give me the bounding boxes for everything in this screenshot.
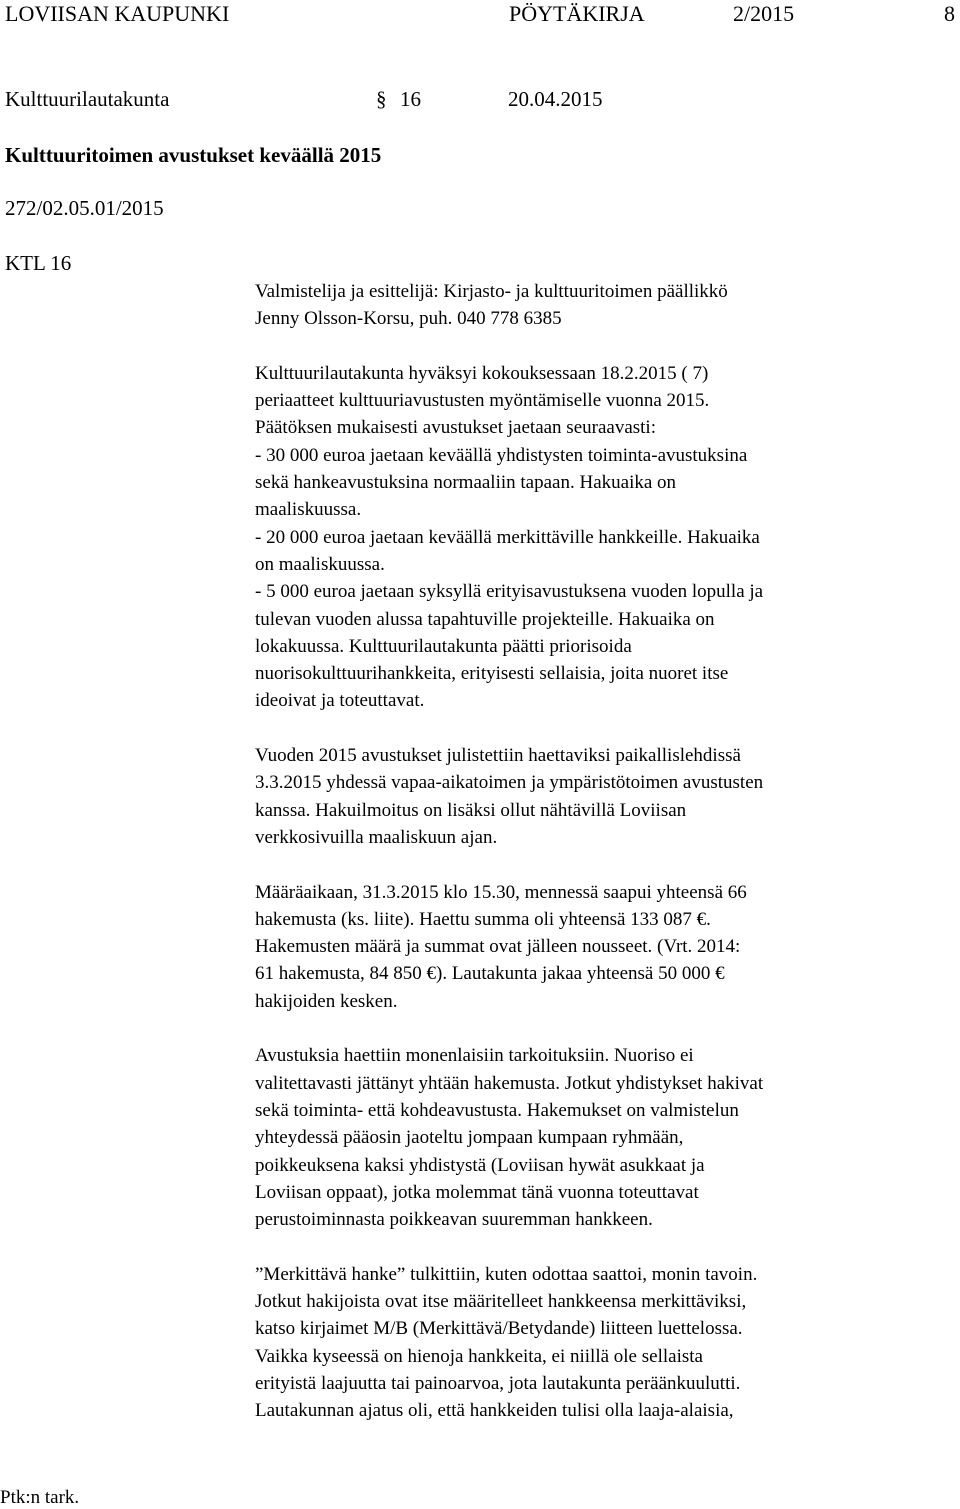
text-line: Vaikka kyseessä on hienoja hankkeita, ei niillä ole sellaista bbox=[255, 1345, 703, 1367]
text-line: tulevan vuoden alussa tapahtuville projekteille. Hakuaika on bbox=[255, 608, 715, 630]
text-line: katso kirjaimet M/B (Merkittävä/Betydande) liitteen luettelossa. bbox=[255, 1318, 743, 1340]
text-line: Määräaikaan, 31.3.2015 klo 15.30, mennessä saapui yhteensä 66 bbox=[255, 881, 747, 903]
text-line: lokakuussa. Kulttuurilautakunta päätti priorisoida bbox=[255, 635, 632, 657]
text-line: periaatteet kulttuuriavustusten myöntämiselle vuonna 2015. bbox=[255, 390, 710, 412]
header-page-number: 8 bbox=[944, 1, 955, 26]
paragraph-preparer bbox=[255, 278, 945, 333]
text-line: - 30 000 euroa jaetaan keväällä yhdistysten toiminta-avustuksina bbox=[255, 444, 748, 466]
text-line: yhteydessä pääosin jaoteltu jompaan kumpaan ryhmään, bbox=[255, 1127, 684, 1149]
text-line: erityistä laajuutta tai painoarvoa, jota lautakunta peräänkuulutti. bbox=[255, 1372, 741, 1394]
text-line: - 20 000 euroa jaetaan keväällä merkittäville hankkeille. Hakuaika bbox=[255, 526, 760, 548]
text-line: ideoivat ja toteuttavat. bbox=[255, 690, 425, 712]
text-line: Lautakunnan ajatus oli, että hankkeiden tulisi olla laaja-alaisia, bbox=[255, 1400, 734, 1422]
text-line: sekä hankeavustuksina normaaliin tapaan. Hakuaika on bbox=[255, 472, 677, 494]
header-org: LOVIISAN KAUPUNKI bbox=[5, 1, 230, 26]
paragraph-principles bbox=[255, 360, 945, 715]
section-sign: § bbox=[376, 87, 387, 111]
paragraph-deadline bbox=[255, 879, 945, 1015]
text-line: poikkeuksena kaksi yhdistystä (Loviisan hywät asukkaat ja bbox=[255, 1154, 705, 1176]
text-line: valitettavasti jättänyt yhtään hakemusta. Jotkut yhdistykset hakivat bbox=[255, 1072, 764, 1094]
text-line: Vuoden 2015 avustukset julistettiin haettaviksi paikallislehdissä bbox=[255, 745, 741, 767]
text-line: ”Merkittävä hanke” tulkittiin, kuten odottaa saattoi, monin tavoin. bbox=[255, 1263, 758, 1285]
header-doc-number: 2/2015 bbox=[733, 1, 795, 26]
record-number: 272/02.05.01/2015 bbox=[5, 196, 164, 220]
text-line: hakemusta (ks. liite). Haettu summa oli yhteensä 133 087 €. bbox=[255, 908, 711, 930]
text-line: Valmistelija ja esittelijä: Kirjasto- ja kulttuuritoimen päällikkö bbox=[255, 281, 728, 302]
text-line: maaliskuussa. bbox=[255, 499, 362, 521]
paragraph-purposes bbox=[255, 1042, 945, 1233]
text-line: perustoiminnasta poikkeavan suuremman hankkeen. bbox=[255, 1209, 653, 1231]
body-text bbox=[255, 278, 945, 1424]
text-line: Jotkut hakijoista ovat itse määritelleet hankkeensa merkittäviksi, bbox=[255, 1290, 747, 1312]
text-line: 3.3.2015 yhdessä vapaa-aikatoimen ja ympäristötoimen avustusten bbox=[255, 772, 764, 794]
text-line: verkkosivuilla maaliskuun ajan. bbox=[255, 826, 498, 848]
footer-initials-label: Ptk:n tark. bbox=[0, 1487, 80, 1508]
ktl-section: KTL 16 bbox=[5, 251, 72, 275]
text-line: Hakemusten määrä ja summat ovat jälleen nousseet. (Vrt. 2014: bbox=[255, 936, 741, 958]
meeting-body: Kulttuurilautakunta bbox=[5, 87, 170, 111]
text-line: on maaliskuussa. bbox=[255, 553, 385, 575]
header-doc-type: PÖYTÄKIRJA bbox=[509, 1, 645, 26]
meeting-section-number: 16 bbox=[400, 87, 421, 111]
paragraph-announcement bbox=[255, 742, 945, 851]
text-line: Jenny Olsson-Korsu, puh. 040 778 6385 bbox=[255, 308, 562, 330]
text-line: nuorisokulttuurihankkeita, erityisesti sellaisia, joita nuoret itse bbox=[255, 663, 729, 685]
meeting-date: 20.04.2015 bbox=[508, 87, 603, 111]
text-line: Loviisan oppaat), jotka molemmat tänä vuonna toteuttavat bbox=[255, 1181, 699, 1203]
paragraph-significant bbox=[255, 1261, 945, 1425]
text-line: Kulttuurilautakunta hyväksyi kokouksessaan 18.2.2015 ( 7) bbox=[255, 362, 709, 384]
text-line: Avustuksia haettiin monenlaisiin tarkoituksiin. Nuoriso ei bbox=[255, 1045, 694, 1067]
text-line: kanssa. Hakuilmoitus on lisäksi ollut nähtävillä Loviisan bbox=[255, 799, 687, 821]
text-line: sekä toiminta- että kohdeavustusta. Hakemukset on valmistelun bbox=[255, 1099, 739, 1121]
text-line: Päätöksen mukaisesti avustukset jaetaan seuraavasti: bbox=[255, 417, 656, 439]
text-line: 61 hakemusta, 84 850 €). Lautakunta jakaa yhteensä 50 000 € bbox=[255, 963, 725, 985]
text-line: hakijoiden kesken. bbox=[255, 990, 398, 1012]
text-line: - 5 000 euroa jaetaan syksyllä erityisavustuksena vuoden lopulla ja bbox=[255, 581, 764, 603]
matter-title: Kulttuuritoimen avustukset keväällä 2015 bbox=[5, 143, 382, 167]
